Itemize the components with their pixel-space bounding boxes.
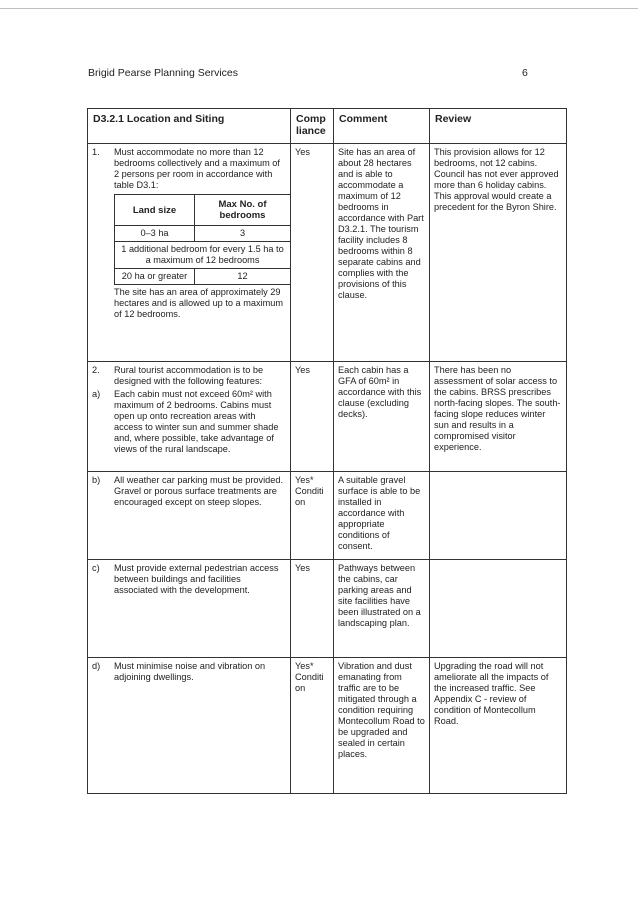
subtable-cell: 3 bbox=[195, 226, 291, 242]
subtable-header-land-size: Land size bbox=[115, 195, 195, 226]
header-location: D3.2.1 Location and Siting bbox=[88, 109, 291, 144]
requirement-text: Must provide external pedestrian access between buildings and facilities associated with the development. bbox=[114, 563, 279, 595]
review-cell: There has been no assessment of solar access to the cabins. BRSS prescribes north-facing slopes. The south-facing slope reduces winter sun and results in a compromised visitor experience. bbox=[430, 362, 567, 472]
row-number: c) bbox=[92, 563, 100, 573]
subtable-cell: 12 bbox=[195, 269, 291, 285]
review-cell bbox=[430, 472, 567, 560]
header-compliance: Comp liance bbox=[291, 109, 334, 144]
page-number: 6 bbox=[522, 67, 528, 79]
subtable-cell: 0–3 ha bbox=[115, 226, 195, 242]
table-row bbox=[88, 560, 567, 658]
compliance-cell: Yes bbox=[291, 144, 334, 362]
comment-cell: Site has an area of about 28 hectares and is able to accommodate a maximum of 12 bedrooms in accordance with Part D3.2.1. The tourism facility includes 8 bedrooms within 8 separate cabins and complies with the provisions of this clause. bbox=[334, 144, 430, 362]
requirement-cell bbox=[88, 658, 291, 794]
subtable-span-cell: 1 additional bedroom for every 1.5 ha to a maximum of 12 bedrooms bbox=[115, 242, 291, 269]
sub-requirement-text: Each cabin must not exceed 60m² with maximum of 2 bedrooms. Cabins must open up onto recreation areas with access to winter sun and summer shade and, where possible, take advantage of views of the rural landscape. bbox=[114, 389, 279, 454]
requirement-text: All weather car parking must be provided. Gravel or porous surface treatments are encouraged except on steep slopes. bbox=[114, 475, 284, 507]
comment-cell: Vibration and dust emanating from traffic are to be mitigated through a condition requiring Montecollum Road to be upgraded and sealed in certain places. bbox=[334, 658, 430, 794]
table-row bbox=[88, 362, 567, 472]
table-row bbox=[88, 472, 567, 560]
header-review: Review bbox=[430, 109, 567, 144]
requirement-text: Must minimise noise and vibration on adjoining dwellings. bbox=[114, 661, 266, 682]
table-row bbox=[88, 144, 567, 362]
sub-letter: a) bbox=[92, 389, 101, 399]
header-comment: Comment bbox=[334, 109, 430, 144]
review-cell: Upgrading the road will not ameliorate all the impacts of the increased traffic. See Appendix C - review of condition of Montecollum Road. bbox=[430, 658, 567, 794]
requirement-cell bbox=[88, 472, 291, 560]
compliance-cell: Yes* Conditi on bbox=[291, 658, 334, 794]
requirement-text: Rural tourist accommodation is to be designed with the following features: bbox=[114, 365, 264, 386]
subtable-cell: 20 ha or greater bbox=[115, 269, 195, 285]
row-number: b) bbox=[92, 475, 101, 485]
compliance-cell: Yes bbox=[291, 560, 334, 658]
bedroom-subtable bbox=[114, 194, 291, 285]
siting-table bbox=[87, 108, 567, 794]
row-number: d) bbox=[92, 661, 101, 671]
top-rule bbox=[0, 8, 638, 9]
row-number: 2. bbox=[92, 365, 100, 375]
comment-cell: Pathways between the cabins, car parking areas and site facilities have been illustrated on a landscaping plan. bbox=[334, 560, 430, 658]
requirement-cell bbox=[88, 362, 291, 472]
review-cell: This provision allows for 12 bedrooms, not 12 cabins. Council has not ever approved more than 6 holiday cabins. This approval would create a precedent for the Byron Shire. bbox=[430, 144, 567, 362]
compliance-cell: Yes bbox=[291, 362, 334, 472]
row-number: 1. bbox=[92, 147, 100, 157]
table-header-row bbox=[88, 109, 567, 144]
subtable-header-max-bedrooms: Max No. of bedrooms bbox=[195, 195, 291, 226]
site-area-note: The site has an area of approximately 29 hectares and is allowed up to a maximum of 12 bedrooms. bbox=[114, 287, 284, 319]
requirement-cell bbox=[88, 560, 291, 658]
requirement-text: Must accommodate no more than 12 bedrooms collectively and a maximum of 2 persons per room in accordance with table D3.1: bbox=[114, 147, 280, 190]
table-row bbox=[88, 658, 567, 794]
requirement-cell bbox=[88, 144, 291, 362]
review-cell bbox=[430, 560, 567, 658]
comment-cell: A suitable gravel surface is able to be installed in accordance with appropriate conditions of consent. bbox=[334, 472, 430, 560]
header-author: Brigid Pearse Planning Services bbox=[88, 67, 238, 79]
compliance-cell: Yes* Conditi on bbox=[291, 472, 334, 560]
comment-cell: Each cabin has a GFA of 60m² in accordance with this clause (excluding decks). bbox=[334, 362, 430, 472]
